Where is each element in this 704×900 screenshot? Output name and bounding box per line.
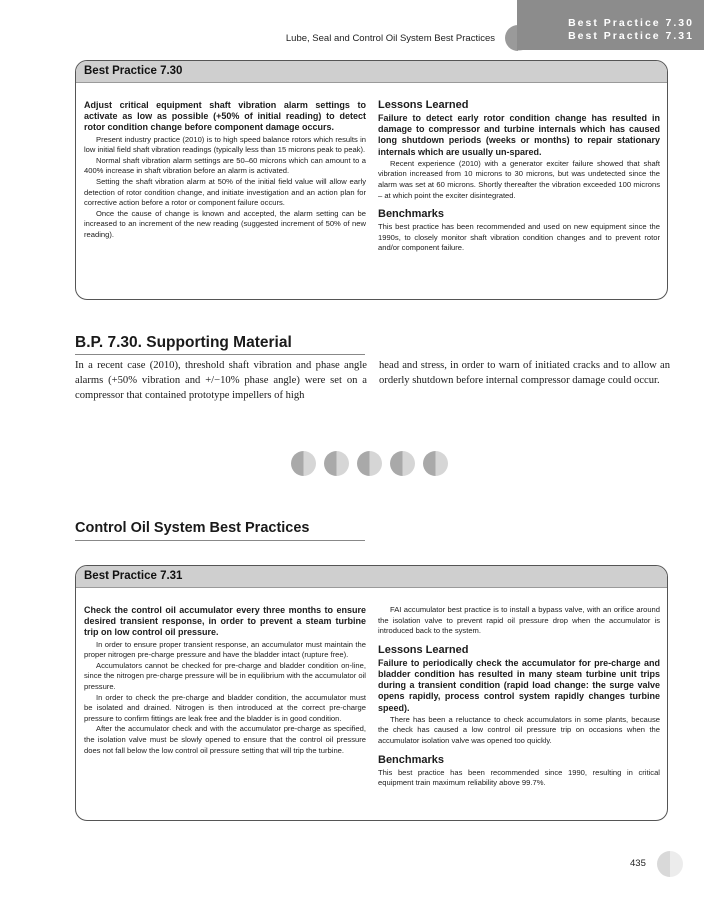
divider-dot (390, 451, 415, 476)
bp730-paragraph: Setting the shaft vibration alarm at 50% of the initial field value will allow early detection of rotor condition change, and initiate investigation and an action plan for corrective action before a rotor or component failure occurs. (84, 176, 366, 208)
bp731-benchmarks-title: Benchmarks (378, 753, 445, 766)
bp730-lessons-lead: Failure to detect early rotor condition change has resulted in damage to compressor and turbine internals which has caused long shutdown periods (weeks or months) to repair stationary internals which are usually un-spared. (378, 113, 660, 157)
header-tab-line-1: Best Practice 7.30 (568, 17, 694, 29)
divider-dot (291, 451, 316, 476)
bp731-paragraph: Accumulators cannot be checked for pre-charge and bladder condition on-line, since the nitrogen pre-charge pressure will be in equilibrium with the accumulator oil pressure. (84, 660, 366, 691)
best-practice-7-30-heading: Best Practice 7.30 (76, 61, 667, 83)
control-oil-section-title: Control Oil System Best Practices (75, 520, 310, 536)
bp731-right-intro: FAI accumulator best practice is to install a bypass valve, with an orifice around the isolation valve to prevent rapid oil pressure drop when the accumulator is introduced back to the system. (378, 605, 660, 636)
best-practice-7-31-box (75, 565, 668, 821)
supporting-text-column-2: head and stress, in order to warn of initiated cracks and to allow an orderly shutdown before internal compressor damage could occur. (379, 360, 670, 386)
bp730-lessons-title: Lessons Learned (378, 99, 469, 111)
bp731-lessons-title: Lessons Learned (378, 643, 469, 656)
bp731-paragraph: In order to ensure proper transient response, an accumulator must maintain the proper nitrogen pre-charge pressure and have the bladder intact (rupture free). (84, 639, 366, 660)
divider-dot (357, 451, 382, 476)
bp730-paragraph: Present industry practice (2010) is to high speed balance rotors which results in low initial field shaft vibration readings (typically less than 15 microns peak to peak). (84, 134, 366, 155)
page-circle-ornament (657, 851, 683, 877)
bp730-left-column (84, 100, 366, 241)
divider-dot (324, 451, 349, 476)
bp731-lessons-text: There has been a reluctance to check accumulators in some plants, because the check has caused a low control oil pressure trip on occasions when the accumulator isolation valve was opened too quickly. (378, 714, 660, 745)
divider-dot (423, 451, 448, 476)
bp731-lead: Check the control oil accumulator every three months to ensure desired transient response, in order to prevent a steam turbine trip on low control oil pressure. (84, 605, 366, 638)
bp730-paragraph: Once the cause of change is known and accepted, the alarm setting can be increased to an increment of the new reading (suggested increment of 50% of new reading). (84, 208, 366, 239)
best-practice-7-31-heading: Best Practice 7.31 (76, 566, 667, 588)
bp730-lead: Adjust critical equipment shaft vibration alarm settings to activate as low as possible (+50% of initial reading) to detect rotor condition change before component damage occurs. (84, 100, 366, 133)
bp730-benchmarks-text: This best practice has been recommended and used on new equipment since the 1990s, to closely monitor shaft vibration condition changes and to prevent rotor and/or component failure. (378, 222, 660, 253)
bp731-left-column (84, 605, 366, 756)
bp730-right-column (378, 99, 660, 254)
bp731-paragraph: After the accumulator check and with the accumulator pre-charge as specified, the isolation valve must be slowly opened to ensure that the control oil pressure does not fall below the low control oil pressure setting that will trip the turbine. (84, 724, 366, 755)
header-tab (517, 0, 704, 50)
bp731-paragraph: In order to check the pre-charge and bladder condition, the accumulator must be isolated and drained. Nitrogen is then introduced at the correct pre-charge pressure to confirm fittings are leak free and the bladder is in good condition. (84, 692, 366, 723)
supporting-text-column-1: In a recent case (2010), threshold shaft vibration and phase angle alarms (+50% vibration and +/−10% phase angle) were set on a compressor that contained prototype impellers of high (75, 360, 367, 401)
bp730-paragraph: Normal shaft vibration alarm settings are 50–60 microns which can amount to a 400% increase in shaft vibration before an alarm is activated. (84, 155, 366, 176)
bp730-benchmarks-title: Benchmarks (378, 208, 445, 221)
bp731-benchmarks-text: This best practice has been recommended since 1990, resulting in critical equipment train maximum reliability above 99.7%. (378, 767, 660, 788)
section-rule (75, 354, 365, 355)
page-number: 435 (630, 858, 646, 869)
best-practice-7-30-box (75, 60, 668, 300)
bp731-right-column (378, 605, 660, 789)
running-title: Lube, Seal and Control Oil System Best Practices (285, 33, 495, 44)
bp731-lessons-lead: Failure to periodically check the accumulator for pre-charge and bladder condition has resulted in many steam turbine unit trips during a transient condition (rapid load change: the surge valve opens rapidly, process control system rapidly changes turbine speed). (378, 657, 660, 713)
section-rule (75, 540, 365, 541)
section-divider-dots (291, 451, 448, 476)
header-tab-line-2: Best Practice 7.31 (568, 30, 694, 42)
bp730-lessons-text: Recent experience (2010) with a generator exciter failure showed that shaft vibration increased from 10 microns to 30 microns, but was undetected since the alarm was set at 60 microns. Shortly thereafter the vibration exceeded 100 microns – at which point the exciter disintegrated. (378, 158, 660, 200)
supporting-material-title: B.P. 7.30. Supporting Material (75, 334, 292, 351)
